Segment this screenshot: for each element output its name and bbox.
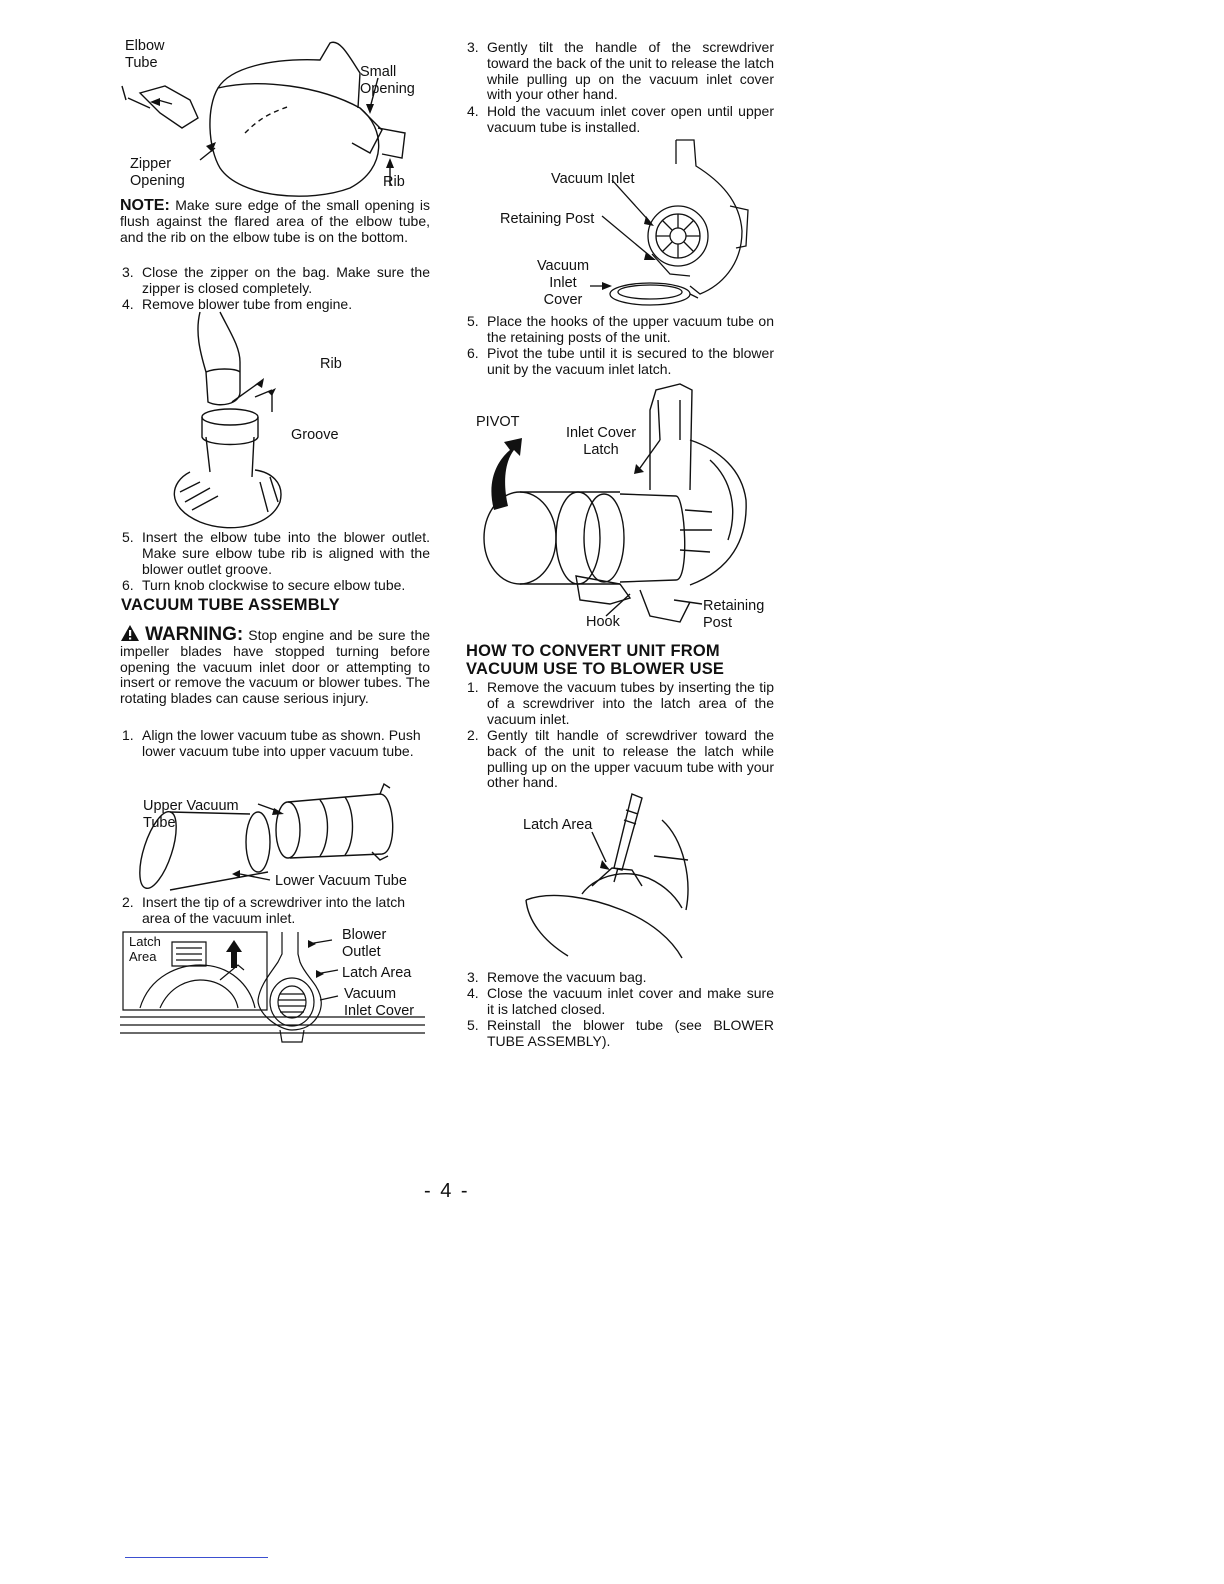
label-vacuum-inlet-cover: Vacuum Inlet Cover [344,986,415,1019]
list-item: 4. Close the vacuum inlet cover and make sure it is latched closed. [467,985,774,1017]
list-item: 5. Insert the elbow tube into the blower outlet. Make sure elbow tube rib is aligned with the blower outlet groove. [122,529,430,577]
groove-drawing [160,312,310,534]
label-hook: Hook [586,614,620,630]
label-pivot: PIVOT [476,414,520,430]
list-item: 4. Remove blower tube from engine. [122,296,353,312]
footer-rule [125,1557,268,1558]
label-latch-area: Latch Area [342,965,412,981]
label-inlet-cover-latch: Inlet Cover Latch [565,425,637,458]
list-item: 6. Pivot the tube until it is secured to the blower unit by the vacuum inlet latch. [467,345,774,377]
warning-triangle-icon [120,624,140,642]
list-item: 2. Gently tilt handle of screwdriver toward the back of the unit to release the latch while pulling up on the upper vacuum tube with your other hand. [467,727,774,791]
pivot-drawing [480,380,770,628]
list-item: 3. Gently tilt the handle of the screwdriver toward the back of the unit to release the latch while pulling up on the vacuum inlet cover with your other hand. [467,39,774,103]
list-item: 4. Hold the vacuum inlet cover open until upper vacuum tube is installed. [467,103,774,135]
note-label: NOTE: [120,197,170,214]
label-retaining-post: Retaining Post [500,211,595,227]
list-item: 5. Reinstall the blower tube (see BLOWER TUBE ASSEMBLY). [467,1017,774,1049]
label-vacuum-inlet: Vacuum Inlet [551,171,635,187]
warning-paragraph [120,624,430,707]
label-upper-vacuum-tube: Upper Vacuum Tube [143,798,239,831]
note-paragraph [120,198,430,245]
note-text: Make sure edge of the small opening is flush against the flared area of the elbow tube, and the rib on the elbow tube is on the bottom. [120,197,430,245]
label-groove: Groove [291,427,339,443]
label-lower-vacuum-tube: Lower Vacuum Tube [275,873,407,889]
label-latch-area-box: Latch Area [129,934,161,964]
list-item: 1. Align the lower vacuum tube as shown. Push lower vacuum tube into upper vacuum tube. [122,727,421,759]
label-zipper-opening: Zipper Opening [130,156,185,189]
label-elbow-tube: Elbow Tube [125,38,165,71]
list-item: 1. Remove the vacuum tubes by inserting the tip of a screwdriver into the latch area of the vacuum inlet. [467,679,774,727]
label-rib-2: Rib [320,356,342,372]
label-vacuum-inlet-cover-2: Vacuum Inlet Cover [536,258,590,308]
list-item: 6. Turn knob clockwise to secure elbow tube. [122,577,406,593]
page-number: - 4 - [424,1180,470,1202]
label-rib: Rib [383,174,405,190]
list-item: 5. Place the hooks of the upper vacuum tube on the retaining posts of the unit. [467,313,774,345]
list-item: 3. Close the zipper on the bag. Make sure the zipper is closed completely. [122,264,430,296]
list-item: 3. Remove the vacuum bag. [467,969,647,985]
warning-label: WARNING: [145,624,244,645]
label-latch-area-2: Latch Area [523,817,593,833]
label-blower-outlet: Blower Outlet [342,927,387,960]
section-heading-convert: HOW TO CONVERT UNIT FROM VACUUM USE TO BLOWER USE [466,642,725,678]
warning-text: Stop engine and be sure the impeller blades have stopped turning before opening the vacuum inlet door or attempting to insert or remove the vacuum or blower tubes. The rotating blades can cause serious injury. [120,627,431,707]
section-heading-vacuum-tube-assembly: VACUUM TUBE ASSEMBLY [121,596,340,614]
vacuum-inlet-drawing [590,136,770,308]
label-small-opening: Small Opening [360,64,415,97]
label-retaining-post-2: Retaining Post [703,598,765,631]
latch-screwdriver-drawing [522,790,698,962]
list-item: 2. Insert the tip of a screwdriver into the latch area of the vacuum inlet. [122,894,406,926]
